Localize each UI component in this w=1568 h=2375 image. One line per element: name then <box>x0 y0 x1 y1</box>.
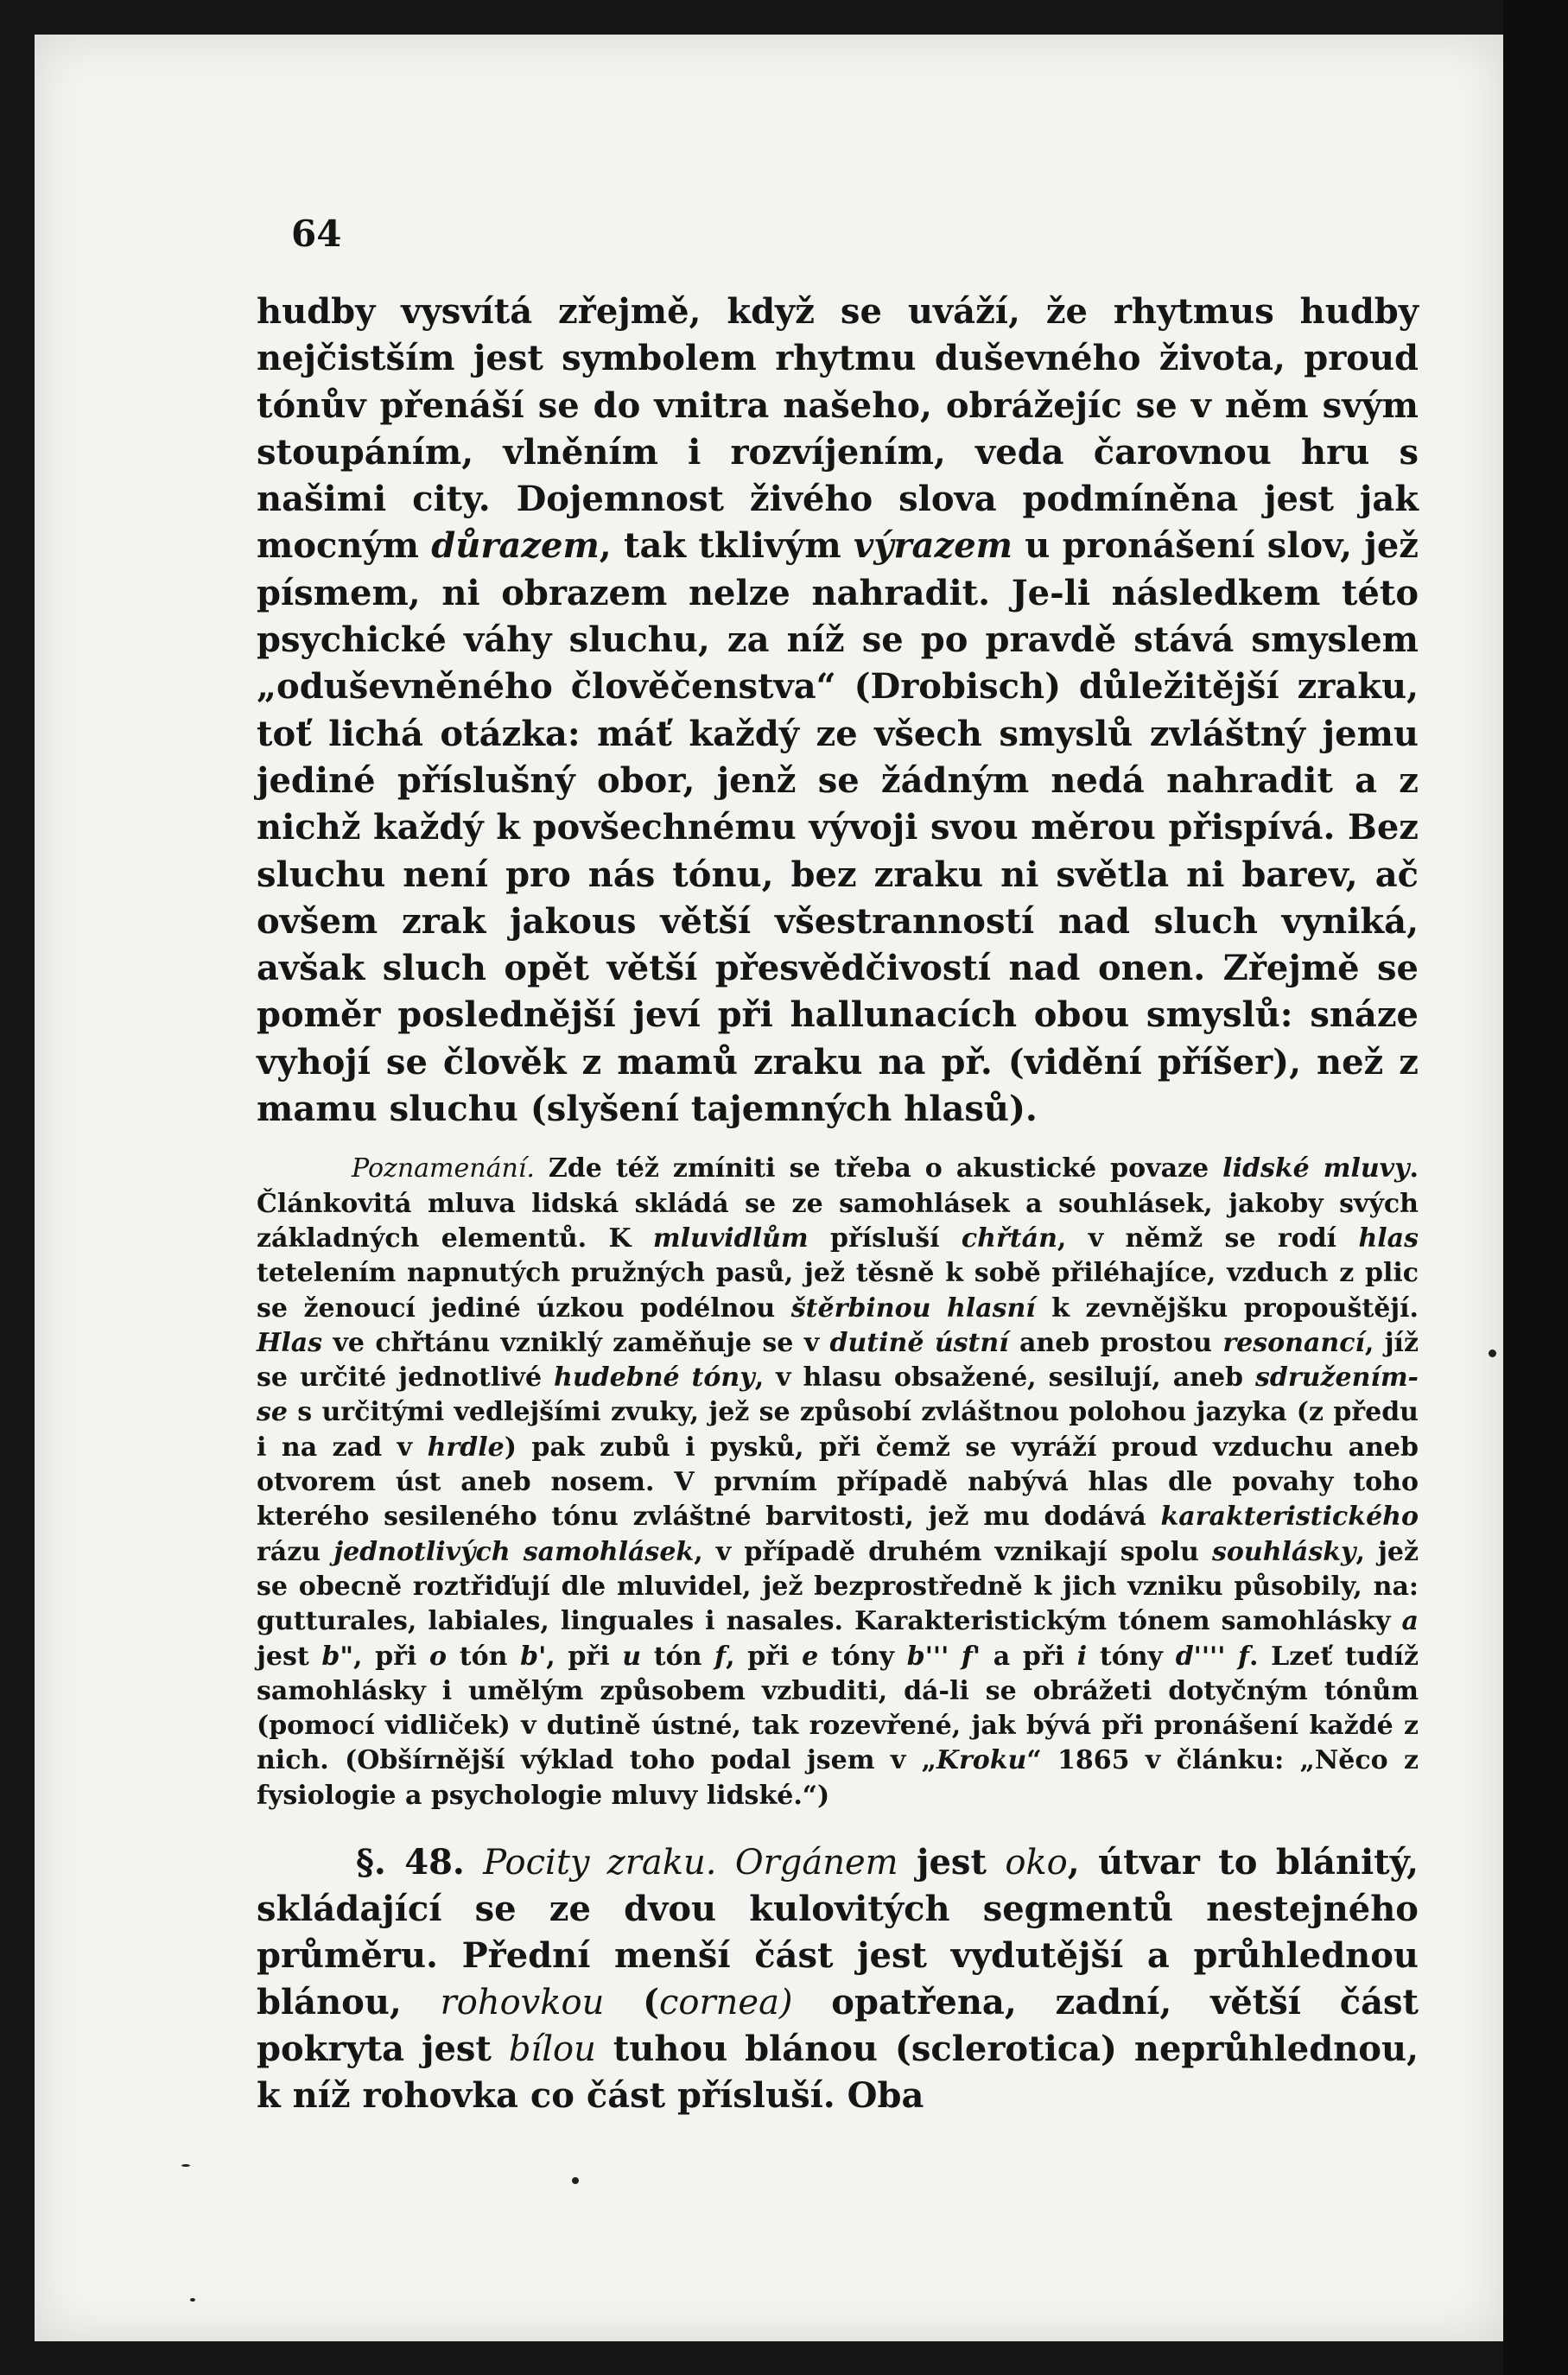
note-italic: o <box>429 1641 448 1672</box>
note-italic: štěrbinou hlasní <box>790 1292 1036 1324</box>
note-text: . Lzeť tudíž samohlásky i umělým způsobem vzbuditi, dá-li se obrážeti dotyčným tónům (pomocí vidliček) v dutině ústné, tak rozevřené, jak bývá při pronášení každé z nich. (Obšírnější výklad toho podal jsem v „ <box>257 1641 1419 1776</box>
note-text: Zde též zmíniti se třeba o akustické povaze <box>534 1153 1223 1184</box>
scan-speck <box>190 2298 195 2302</box>
note-paragraph <box>257 1152 1419 1813</box>
note-text: , jež se obecně roztřiďují dle mluvidel, jež bezprostředně k jich vzniku působily, na: gutturales, labiales, linguales i nasales. Karakteristickým tónem samohlásky <box>257 1536 1419 1637</box>
main-text-part: hudby vysvítá zřejmě, když se uváží, že rhytmus hudby nejčistším jest symbolem rhytmu duševného života, proud tónův přenáší se do vnitra našeho, obrážejíc se v něm svým stoupáním, vlněním i rozvíjením, veda čarovnou hru s našimi city. Dojemnost živého slova podmíněna jest jak mocným <box>257 291 1419 567</box>
section-italic: cornea) <box>659 1982 793 2023</box>
note-italic: e <box>802 1641 819 1672</box>
note-italic: b' <box>520 1641 547 1672</box>
note-text: , při <box>353 1641 430 1672</box>
section-italic: Orgánem <box>734 1842 898 1883</box>
note-italic: resonancí <box>1222 1327 1365 1358</box>
note-italic: u <box>622 1641 642 1672</box>
note-italic: jednotlivých samohlásek <box>333 1536 695 1567</box>
page-content <box>257 213 1419 2119</box>
note-text: tóny <box>818 1641 907 1672</box>
section-text: opatřena, zadní, větší část pokryta jest <box>257 1981 1419 2069</box>
page-number: 64 <box>291 213 342 255</box>
note-text: , jíž se určité jednotlivé <box>257 1327 1419 1394</box>
note-text: jest <box>257 1641 322 1672</box>
main-text-part: u pronášení slov, jež písmem, ni obrazem nelze nahradit. Je-li následkem této psychické váhy sluchu, za níž se po pravdě stává smyslem „oduševněného člověčenstva“ (Drobisch) důležitější zraku, toť lichá otázka: máť každý ze všech smyslů zvláštný jemu jediné příslušný obor, jenž se žádným nedá nahradit a z nichž každý k povšechnému vývoji svou měrou přispívá. Bez sluchu není pro nás tónu, bez zraku ni světla ni barev, ač ovšem zrak jakous větší všestranností nad sluch vyniká, avšak sluch opět větší přesvědčivostí nad onen. Zřejmě se poměr poslednější jeví při hallunacích obou smyslů: snáze vyhojí se člověk z mamů zraku na př. (vidění příšer), než z mamu sluchu (slyšení tajemných hlasů). <box>257 525 1419 1130</box>
note-italic: sdružením-se <box>257 1362 1419 1428</box>
note-italic: karakteristického <box>1160 1502 1419 1533</box>
section-text: jest <box>898 1841 1006 1883</box>
section-italic: bílou <box>508 2029 596 2069</box>
note-text: tón <box>641 1641 715 1672</box>
note-italic: i <box>1076 1641 1088 1672</box>
section-number: §. 48. <box>356 1841 465 1883</box>
note-italic: a <box>1401 1606 1419 1637</box>
note-italic: hudebné tóny <box>554 1362 755 1394</box>
scan-speck <box>1489 1349 1496 1357</box>
note-text: tón <box>447 1641 521 1672</box>
note-text: , v němž se rodí <box>1057 1222 1359 1254</box>
scan-speck <box>572 2177 579 2184</box>
note-italic: b''' f' <box>906 1641 981 1672</box>
note-text: . Článkovitá mluva lidská skládá se ze samohlásek a souhlásek, jakoby svých základných elementů. K <box>257 1153 1419 1254</box>
note-italic: Kroku <box>936 1745 1027 1776</box>
book-page <box>35 35 1503 2341</box>
main-text-part: , tak tklivým <box>599 525 854 567</box>
note-text: s určitými vedlejšími zvuky, jež se způsobí zvláštnou polohou jazyka (z předu i na zad v <box>257 1397 1419 1463</box>
note-text: “ 1865 v článku: „Něco z fysiologie a psychologie mluvy lidské.“) <box>257 1745 1419 1811</box>
note-italic: lidské mluvy <box>1222 1153 1410 1184</box>
note-italic: Hlas <box>257 1327 323 1358</box>
note-italic: chřtán <box>961 1222 1057 1254</box>
note-text: aneb prostou <box>1008 1327 1223 1358</box>
emphasis-duraz: důrazem <box>431 525 600 567</box>
note-label: Poznamenání. <box>352 1153 535 1184</box>
scan-speck <box>181 2164 190 2167</box>
note-italic: f <box>714 1641 727 1672</box>
note-text: přísluší <box>808 1222 962 1254</box>
note-italic: hlas <box>1358 1222 1419 1254</box>
note-italic: b" <box>321 1641 353 1672</box>
section-italic: oko <box>1005 1842 1068 1883</box>
note-italic: d'''' f <box>1175 1641 1250 1672</box>
section-italic: rohovkou <box>440 1982 605 2023</box>
section-paragraph <box>257 1839 1419 2119</box>
section-title: Pocity zraku. <box>483 1842 717 1883</box>
note-italic: dutině ústní <box>829 1327 1009 1358</box>
emphasis-vyraz: výrazem <box>854 525 1013 567</box>
scan-border-right <box>1503 0 1568 2375</box>
note-text: tóny <box>1087 1641 1176 1672</box>
note-text: k zevnějšku propouštějí. <box>1035 1292 1419 1324</box>
note-italic: souhlásky <box>1211 1536 1356 1567</box>
note-italic: mluvidlům <box>652 1222 809 1254</box>
note-text: ve chřtánu vzniklý zaměňuje se v <box>322 1327 830 1358</box>
note-text: , při <box>546 1641 623 1672</box>
section-text: , útvar to blánitý, skládající se ze dvou kulovitých segmentů nestejného průměru. Přední menší část jest vydutější a průhlednou blánou, <box>257 1841 1419 2023</box>
note-text: ) pak zubů i pysků, při čemž se vyráží proud vzduchu aneb otvorem úst aneb nosem. V prvním případě nabývá hlas dle povahy toho kterého sesileného tónu zvláštné barvitosti, jež mu dodává <box>257 1432 1419 1533</box>
note-text: , v případě druhém vznikají spolu <box>694 1536 1212 1567</box>
note-text: tetelením napnutých pružných pasů, jež těsně k sobě přiléhajíce, vzduch z plic se ženoucí jediné úzkou podélnou <box>257 1258 1419 1324</box>
section-text: tuhou blánou (sclerotica) neprůhlednou, k níž rohovka co část přísluší. Oba <box>257 2028 1419 2116</box>
note-italic: hrdle <box>427 1432 505 1463</box>
note-text: , v hlasu obsažené, sesilují, aneb <box>754 1362 1255 1394</box>
main-paragraph <box>257 289 1419 1133</box>
note-text: rázu <box>257 1536 334 1567</box>
section-text: ( <box>604 1981 660 2023</box>
note-text: a při <box>981 1641 1077 1672</box>
note-text: , při <box>726 1641 803 1672</box>
